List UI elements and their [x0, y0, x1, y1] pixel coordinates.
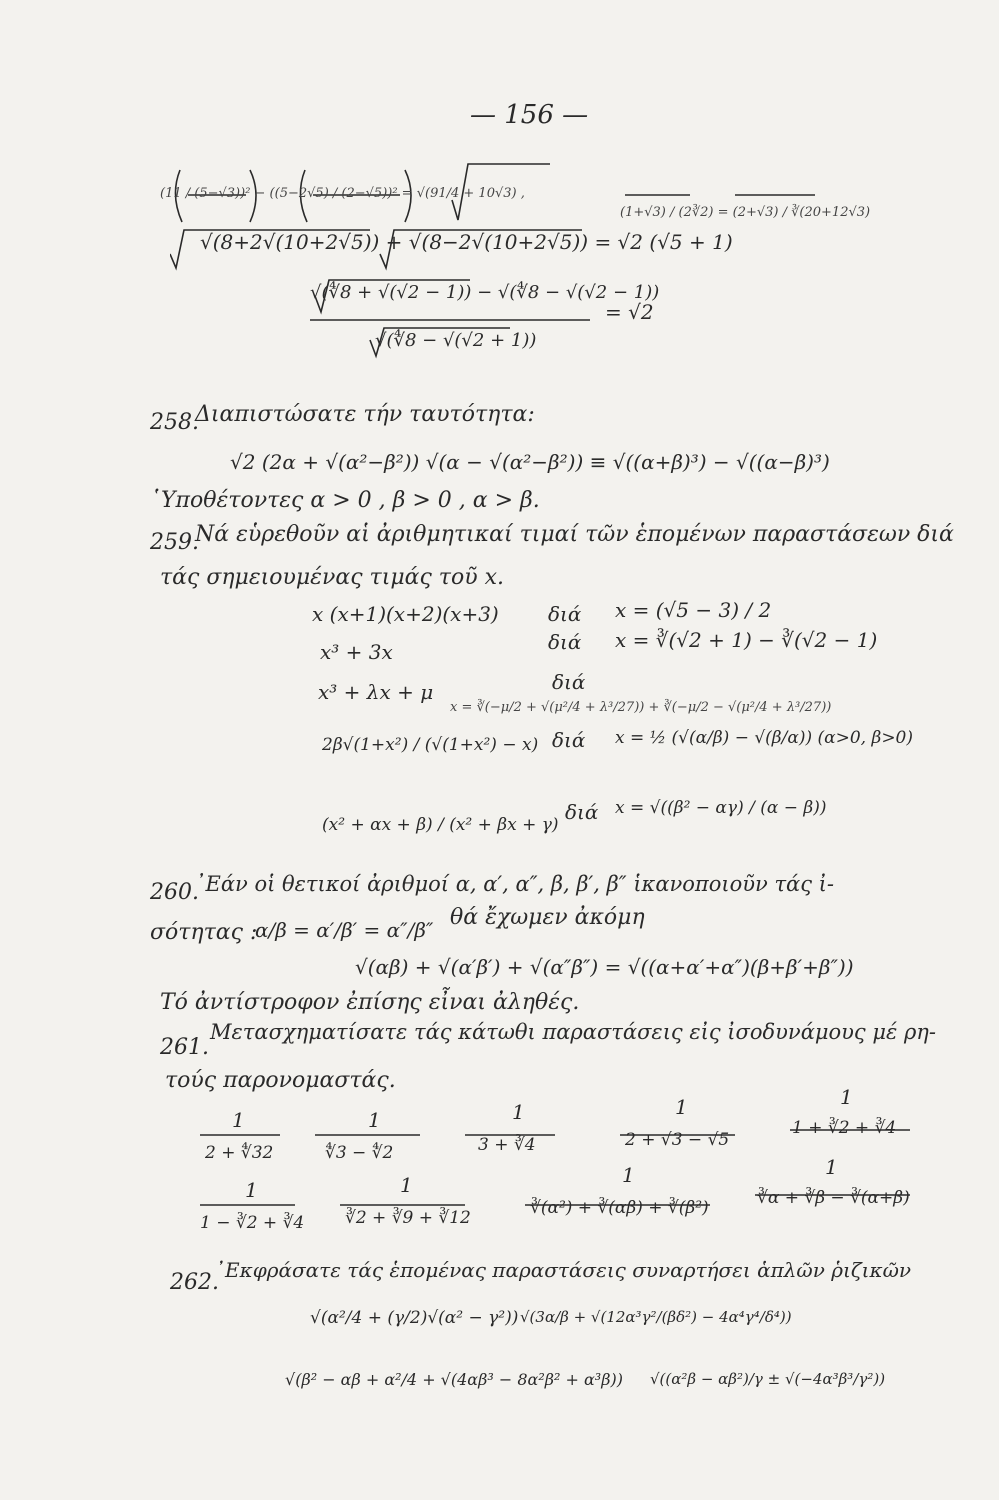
p259-row5-value: x = √((β² − αγ) / (α − β)) [615, 798, 827, 818]
p261-r1-4-num: 1 [675, 1095, 688, 1119]
p261-r2-4-num: 1 [825, 1155, 838, 1179]
p259-row3-dia: διά [552, 670, 586, 694]
p259-row2-value: x = ∛(√2 + 1) − ∛(√2 − 1) [615, 628, 878, 652]
p261-r2-2-den: ∛2 + ∛9 + ∛12 [345, 1208, 471, 1228]
p262-expr2: √(3α/β + √(12α³γ²/(βδ²) − 4α⁴γ⁴/δ⁴)) [520, 1308, 792, 1326]
problem-260-line2-post: θά ἔχωμεν ἀκόμη [450, 905, 645, 930]
problem-259-text-line1: Νά εὑρεθοῦν αἱ ἀριθμητικαί τιμαί τῶν ἑπομένων παραστάσεων διά [195, 522, 954, 547]
p259-row5-dia: διά [565, 800, 599, 824]
eq1-rhs-text: (1+√3) / (2∛2) = (2+√3) / ∛(20+12√3) [620, 205, 871, 220]
p261-r2-4-den: ∛α + ∛β − ∛(α+β) [757, 1188, 910, 1208]
eq1-text: (11 / (5−√3))² − ((5−2√5) / (2−√5))² = √(91/4 + 10√3) , [160, 186, 525, 201]
p259-row1-dia: διά [548, 602, 582, 626]
eq3-denominator: √(∜8 − √(√2 + 1)) [375, 330, 537, 351]
p261-r1-4-den: 2 + √3 − √5 [625, 1130, 730, 1150]
problem-260-result: √(αβ) + √(α′β′) + √(α″β″) = √((α+α′+α″)(β+β′+β″)) [355, 955, 854, 979]
p261-r1-2-num: 1 [368, 1108, 381, 1132]
problem-262-text: ᾿Εκφράσατε τάς ἑπομένας παραστάσεις συναρτήσει ἁπλῶν ῥιζικῶν [215, 1258, 912, 1282]
problem-259-text-line2: τάς σημειουμένας τιμάς τοῦ x. [160, 565, 504, 590]
problem-260-number: 260. [150, 880, 199, 905]
problem-260-line2-pre: σότητας : [150, 920, 258, 945]
page-number: — 156 — [470, 100, 589, 130]
p261-r1-1-den: 2 + ∜32 [205, 1143, 274, 1163]
p261-r1-2-den: ∜3 − ∜2 [325, 1143, 394, 1163]
p259-row4-value: x = ½ (√(α/β) − √(β/α)) (α>0, β>0) [615, 728, 914, 748]
p261-r1-5-den: 1 + ∛2 + ∛4 [792, 1118, 897, 1138]
p259-row2-dia: διά [548, 630, 582, 654]
p261-r2-1-den: 1 − ∛2 + ∛4 [200, 1213, 305, 1233]
p261-r1-1-num: 1 [232, 1108, 245, 1132]
p262-expr4: √((α²β − αβ²)/γ ± √(−4α³β³/γ²)) [650, 1370, 886, 1388]
problem-261-line1: Μετασχηματίσατε τάς κάτωθι παραστάσεις εἰς ἰσοδυνάμους μέ ρη- [210, 1020, 936, 1044]
p262-expr1: √(α²/4 + (γ/2)√(α² − γ²)) [310, 1308, 519, 1328]
problem-259-number: 259. [150, 530, 199, 555]
top-equations-graphic [170, 150, 830, 360]
p259-row5-expr: (x² + αx + β) / (x² + βx + γ) [322, 815, 559, 835]
p261-r1-3-num: 1 [512, 1100, 525, 1124]
problem-260-ratios: α/β = α′/β′ = α″/β″ [255, 918, 434, 942]
p259-row3-value: x = ∛(−μ/2 + √(μ²/4 + λ³/27)) + ∛(−μ/2 − √(μ²/4 + λ³/27)) [450, 700, 832, 715]
problem-260-converse: Τό ἀντίστροφον ἐπίσης εἶναι ἀληθές. [160, 990, 580, 1015]
p259-row3-expr: x³ + λx + μ [318, 680, 434, 704]
problem-258-condition: ῾Υποθέτοντες α > 0 , β > 0 , α > β. [150, 488, 540, 513]
p259-row4-dia: διά [552, 728, 586, 752]
p262-expr3: √(β² − αβ + α²/4 + √(4αβ³ − 8α²β² + α³β)) [285, 1370, 623, 1389]
p261-r1-5-num: 1 [840, 1085, 853, 1109]
eq2-text: √(8+2√(10+2√5)) + √(8−2√(10+2√5)) = √2 (√5 + 1) [200, 230, 733, 254]
p259-row1-value: x = (√5 − 3) / 2 [615, 598, 772, 622]
eq3-rhs: = √2 [605, 300, 654, 324]
problem-258-text: Διαπιστώσατε τήν ταυτότητα: [195, 402, 535, 427]
eq3-numerator: √(∜8 + √(√2 − 1)) − √(∜8 − √(√2 − 1)) [310, 282, 660, 303]
p261-r1-3-den: 3 + ∛4 [478, 1135, 536, 1155]
p259-row1-expr: x (x+1)(x+2)(x+3) [312, 602, 499, 626]
problem-258-number: 258. [150, 410, 199, 435]
problem-260-line1: ᾿Εάν οἱ θετικοί ἀριθμοί α, α′, α″, β, β′, β″ ἱκανοποιοῦν τάς ἰ- [195, 872, 835, 896]
p261-r2-1-num: 1 [245, 1178, 258, 1202]
problem-258-identity: √2 (2α + √(α²−β²)) √(α − √(α²−β²)) ≡ √((α+β)³) − √((α−β)³) [230, 450, 830, 474]
p259-row2-expr: x³ + 3x [320, 640, 393, 664]
problem-261-number: 261. [160, 1035, 209, 1060]
problem-261-line2: τούς παρονομαστάς. [165, 1068, 396, 1093]
p261-r2-2-num: 1 [400, 1173, 413, 1197]
p261-r2-3-num: 1 [622, 1163, 635, 1187]
p259-row4-expr: 2β√(1+x²) / (√(1+x²) − x) [322, 735, 539, 755]
p261-r2-3-den: ∛(α²) + ∛(αβ) + ∛(β²) [530, 1198, 709, 1218]
problem-262-number: 262. [170, 1270, 219, 1295]
